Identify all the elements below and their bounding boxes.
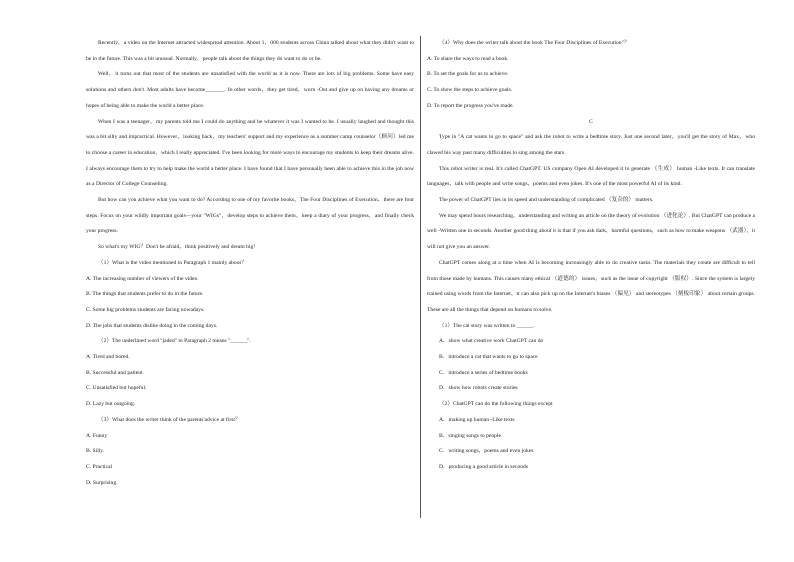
answer-option: C．introduce a series of bedtime books [439,369,528,376]
question-stem: （4）Why does the writer talk about the book The Four Disciplines of Execution"？ [439,40,630,46]
answer-option: C．writing songs，poems and even jokes [439,448,534,455]
passage-paragraph: When I was a teenager，my parents told me I could do anything and be whatever it was I wanted to be. I usually laughed and thought this was a bit silly and impractical. However，looking back，my teachers' support and my experience as a summer camp counselor（顾问）led me to choose a career in education，which I really appreciated. I've been looking for more ways to encourage my students to keep their dreams alive. I always encourage them to try to help make the world a better place. I have found that I have personally been able to achieve this in the job now as a Director of College Counseling. [86,118,414,188]
passage-paragraph: This robot writer is real. It's called ChatGPT. US company Open AI developed it to generate （生成） human -Like texts. It can translate languages，talk with people and write songs，poems and even jokes. It's one of the most powerful AI of its kind. [427,165,755,188]
question-stem: （1）The cat story was written to ______. [439,322,535,329]
answer-option: A. Tired and bored. [86,354,130,361]
answer-option: D．producing a good article in seconds [439,463,529,470]
answer-option: B. Silly. [86,448,105,455]
answer-option: A. The increasing number of viewers of the video. [86,275,199,282]
passage-paragraph: Recently，a video on the Internet attracted widespread attention. About 1，000 students across China talked about what they didn't want to be in the future. This was a bit unusual. Normally，people talk about the things they do want to do or be. [86,40,414,62]
answer-option: A．making up human -Like texts [439,416,515,423]
answer-option: B. The things that students prefer to do in the future. [86,291,204,298]
answer-option: B．singing songs to people [439,432,501,439]
answer-option: C. Unsatisfied but hopeful. [86,385,147,392]
answer-option: C. Some big problems students are facing nowadays. [86,306,205,313]
answer-option: C. Practical [86,463,113,470]
answer-option: B. To set the goals for us to achieve. [427,71,509,78]
answer-option: D. Surprising. [86,479,118,486]
answer-option: A．show what creative work ChatGPT can do [439,338,544,345]
answer-option: A. Funny [86,432,108,439]
question-stem: （2）The underlined word "jaded" in Paragraph 2 means "______". [98,338,251,345]
passage-paragraph: ChatGPT comes along at a time when AI is becoming increasingly able to do creative tasks. The materials they create are difficult to tell from those made by humans. This causes many ethical （道德的） issues，such as the issue of copyright （版权）. Since the system is largely trained using words from the Internet，it can also pick up on the Internet's biases （偏见） and stereotypes （刻板印象） about certain groups. These are all the things that depend on humans to solve. [427,259,755,313]
answer-option: D. To report the progress you've made. [427,102,514,109]
left-column [86,36,414,491]
passage-paragraph: Type in "A cat wants to go to space" and ask the robot to write a bedtime story. Just one second later，you'll get the story of Max，who clawed his way past many difficulties to sing among the stars. [427,134,755,156]
answer-option: B．introduce a cat that wants to go to space [439,354,538,361]
answer-option: D．show how robots create stories [439,385,518,392]
answer-option: D. Lazy but outgoing. [86,401,136,408]
right-column [427,36,755,476]
passage-paragraph: The power of ChatGPT lies in its speed and understanding of complicated （复杂的） matters. [439,197,654,204]
section-heading: C [589,118,593,125]
answer-option: B. Successful and patient. [86,369,144,376]
question-stem: （2）ChatGPT can do the following things except [439,401,553,408]
question-stem: （3）What does the writer think of the parents'advice at first？ [98,416,241,423]
passage-paragraph: So what's my WIG？Don't be afraid，think positively and dream big! [98,244,256,251]
answer-option: D. The jobs that students dislike doing in the coming days. [86,322,218,329]
passage-paragraph: We may spend hours researching，understanding and writing an article on the theory of evolution （进化论）. But ChatGPT can produce a well -Written one in seconds. Another good thing about it is that if you ask dark，harmful questions，such as how to make weapons （武器），it will not give you an answer. [427,212,755,251]
passage-paragraph: But how can you achieve what you want to do? According to one of my favorite books，The Four Disciplines of Execution，there are four steps. Focus on your wildly important goals—your "WIGs"，develop steps to achieve them，keep a diary of your progress，and finally check your progress. [86,197,414,235]
answer-option: C. To show the steps to achieve goals. [427,87,513,94]
answer-option: A. To share the ways to read a book. [427,55,509,62]
passage-paragraph: Well，it turns out that most of the students are unsatisfied with the world as it is now. There are lots of big problems. Some have easy solutions and others don't. Most adults have become_______. In other words，they get tired，worn -Out and give up on having any dreams or hopes of being able to make the world a better place. [86,71,414,109]
column-divider [420,36,421,518]
question-stem: （1）What is the video mentioned in Paragraph 1 mainly about？ [98,259,247,266]
